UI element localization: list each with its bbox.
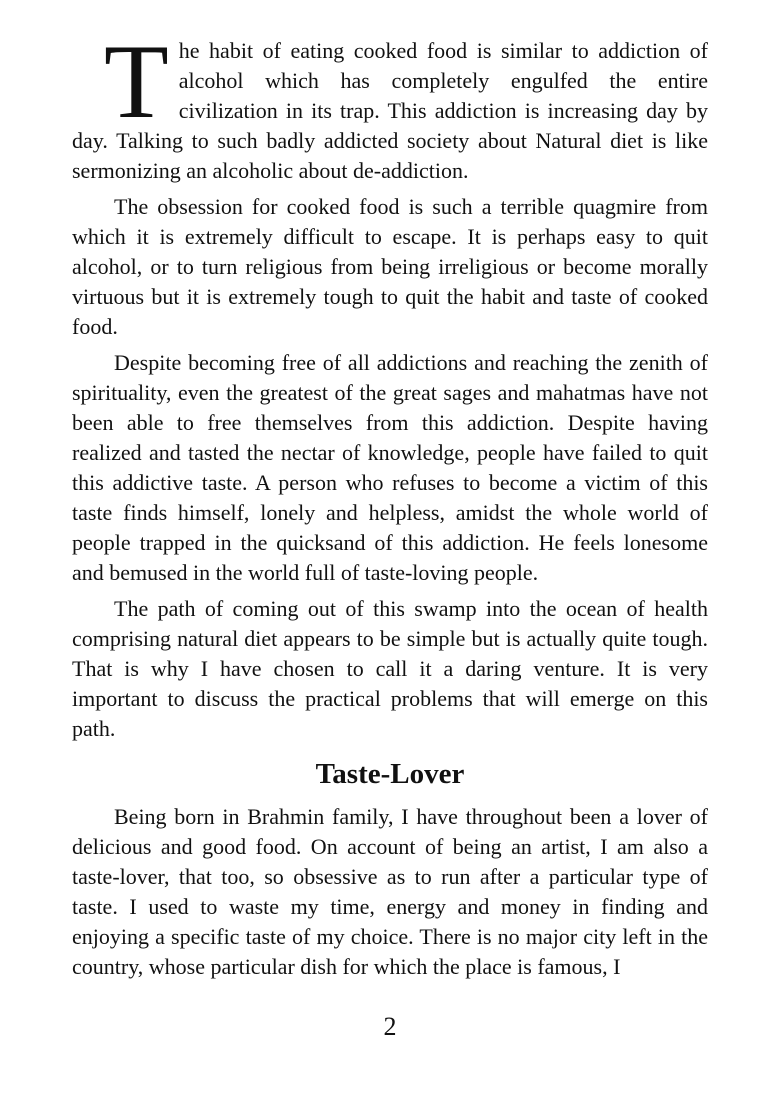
paragraph: Being born in Brahmin family, I have throughout been a lover of delicious and good food. On account of being an artist, I am also a taste-lover, that too, so obsessive as to run after a particular type of taste. I used to waste my time, energy and money in finding and enjoying a specific taste of my choice. There is no major city left in the country, whose particular dish for which the place is famous, I [72, 804, 708, 979]
paragraph: The path of coming out of this swamp into the ocean of health comprising natural diet appears to be simple but is actually quite tough. That is why I have chosen to call it a daring venture. It is very important to discuss the practical problems that will emerge on this path. [72, 596, 708, 741]
page-number: 2 [383, 1012, 397, 1041]
drop-cap-letter: T [104, 23, 169, 140]
opening-paragraph-text: he habit of eating cooked food is similar to addiction of alcohol which has completely engulfed the entire civilization in its trap. This addiction is increasing day by day. Talking to such badly addicted society about Natural diet is like sermonizing an alcoholic about de-addiction. [72, 38, 708, 183]
opening-paragraph [72, 23, 708, 186]
section-heading: Taste-Lover [315, 758, 465, 790]
paragraph: The obsession for cooked food is such a terrible quagmire from which it is extremely difficult to escape. It is perhaps easy to quit alcohol, or to turn religious from being irreligious or become morally virtuous but it is extremely tough to quit the habit and taste of cooked food. [72, 194, 708, 339]
page-text-block [72, 23, 708, 988]
paragraph: Despite becoming free of all addictions and reaching the zenith of spirituality, even the greatest of the great sages and mahatmas have not been able to free themselves from this addiction. Despite having realized and tasted the nectar of knowledge, people have failed to quit this addictive taste. A person who refuses to become a victim of this taste finds himself, lonely and helpless, amidst the whole world of people trapped in the quicksand of this addiction. He feels lonesome and bemused in the world full of taste-loving people. [72, 350, 708, 585]
